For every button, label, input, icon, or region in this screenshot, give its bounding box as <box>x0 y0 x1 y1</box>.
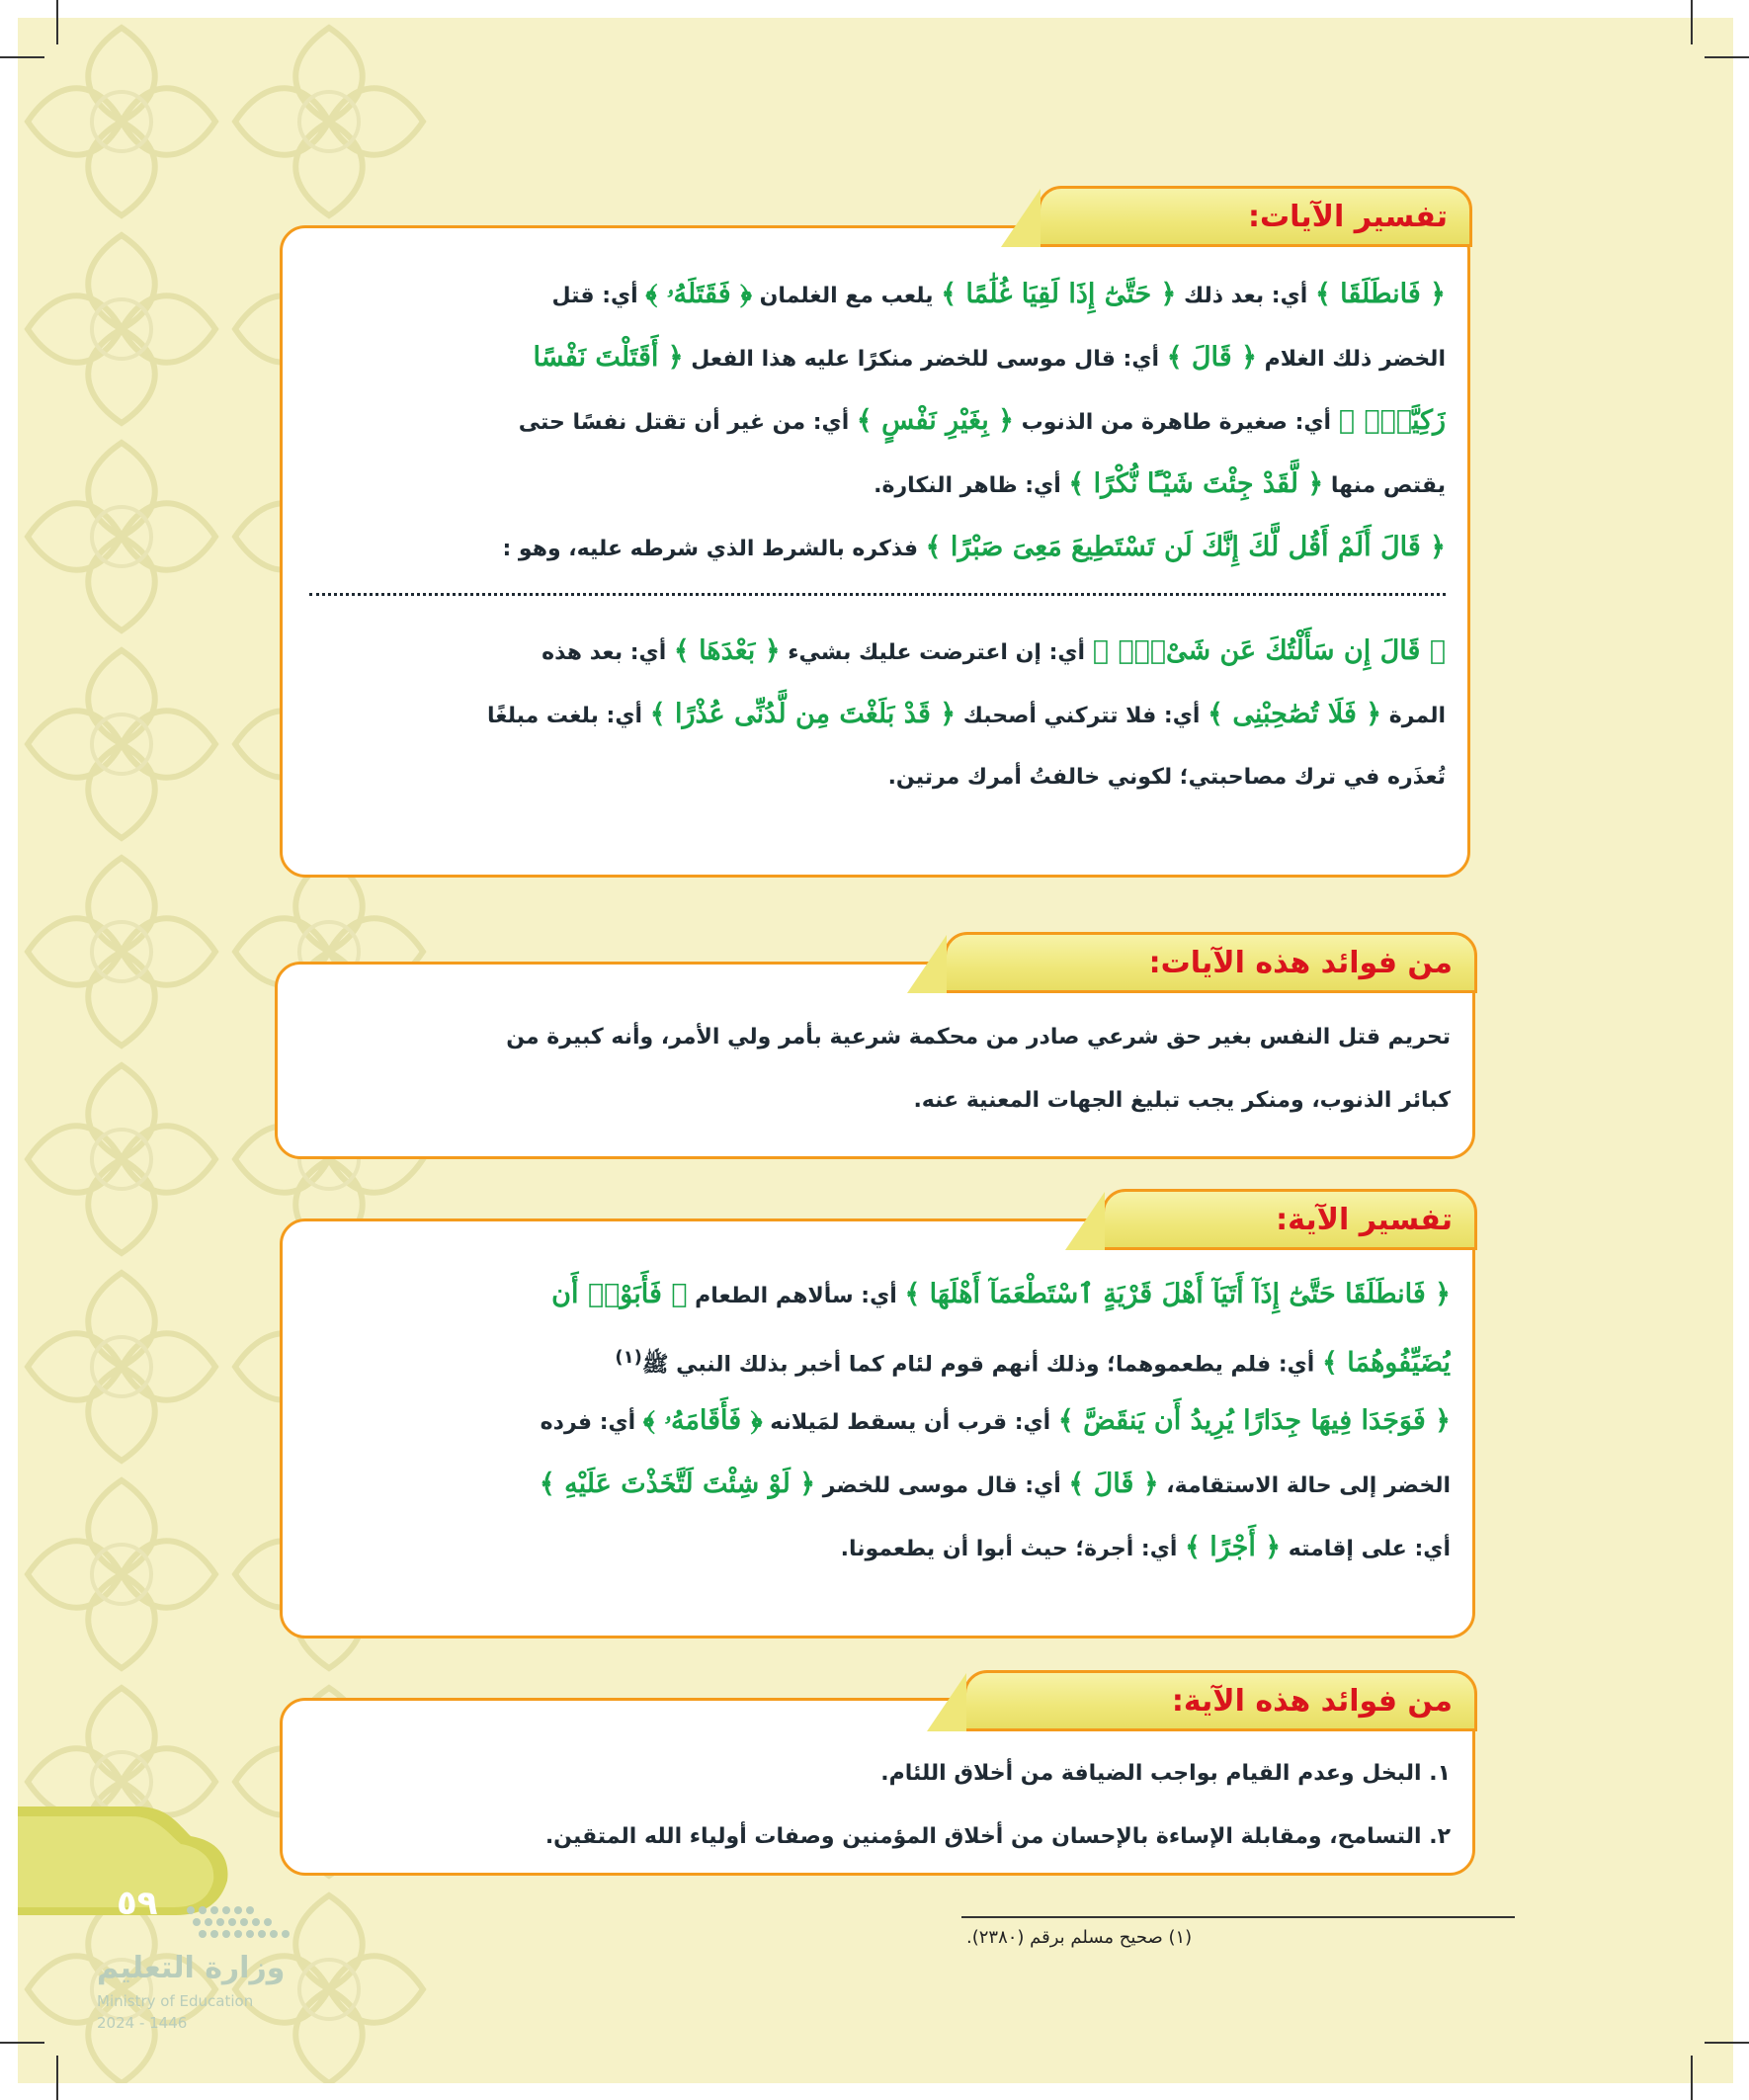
benefits-verses-content <box>304 1006 1451 1133</box>
section-title: من فوائد هذه الآيات: <box>1148 945 1453 980</box>
quran-verse: ﴿ لَوْ شِئْتَ لَتَّخَذْتَ عَلَيْهِ ﴾ <box>539 1469 816 1499</box>
tafsir-verse-tab <box>1102 1189 1477 1250</box>
explanation-text: ٢. التسامح، ومقابلة الإساءة بالإحسان من أخلاق المؤمنين وصفات أولياء الله المتقين. <box>544 1824 1451 1849</box>
tafsir-verses-tab <box>1038 186 1472 247</box>
explanation-text: كبائر الذنوب، ومنكر يجب تبليغ الجهات المعنية عنه. <box>913 1088 1451 1113</box>
explanation-text: أي: فلم يطعموهما؛ وذلك أنهم قوم لئام كما أخبر بذلك النبي ﷺ <box>641 1352 1323 1378</box>
explanation-text: أي: سألاهم الطعام <box>687 1284 905 1308</box>
quran-verse: ﴿ فَلَا تُصَٰحِبْنِى ﴾ <box>1208 699 1382 729</box>
text-line <box>309 620 1446 683</box>
text-line <box>309 1453 1451 1516</box>
text-line <box>304 1069 1451 1133</box>
quran-verse: ﴿ حَتَّىٰٓ إِذَا لَقِيَا غُلَٰمًا ﴾ <box>941 279 1177 309</box>
text-line <box>304 1006 1451 1069</box>
page <box>18 18 1733 2083</box>
text-line <box>309 1389 1451 1453</box>
text-line <box>309 1516 1451 1579</box>
footnote: (١) صحيح مسلم برقم (٢٣٨٠). <box>966 1927 1193 1948</box>
explanation-text: أي: قال موسى للخضر منكرًا عليه هذا الفعل <box>683 347 1167 372</box>
explanation-text: المرة <box>1381 704 1446 728</box>
explanation-text: الخضر ذلك الغلام <box>1256 347 1446 372</box>
benefits-verse-content <box>309 1742 1451 1869</box>
explanation-text: أي: بعد هذه <box>541 640 674 665</box>
explanation-text: تُعذَره في ترك مصاحبتي؛ لكوني خالفتُ أمرك مرتين. <box>887 765 1446 790</box>
text-line <box>309 453 1446 516</box>
explanation-text: فذكره بالشرط الذي شرطه عليه، وهو : <box>502 537 926 561</box>
section-title: تفسير الآيات: <box>1247 199 1448 234</box>
crop-mark <box>1705 56 1749 58</box>
quran-verse: ﴿ بَعْدَهَا ﴾ <box>673 635 781 666</box>
explanation-text: يقتص منها <box>1323 473 1446 498</box>
text-line <box>309 1806 1451 1869</box>
crop-mark <box>1691 0 1693 44</box>
explanation-text: أي: بلغت مبلغًا <box>487 704 650 728</box>
tafsir-verses-content <box>309 263 1446 809</box>
quran-verse: ﴿ فَانطَلَقَا ﴾ <box>1314 279 1446 309</box>
quran-verse: ﴿ لَّقَدْ جِئْتَ شَيْـًٔا نُّكْرًا ﴾ <box>1068 468 1324 499</box>
quran-verse: ﴿ قَالَ إِن سَأَلْتُكَ عَن شَىْءٍۭ ﴾ <box>1092 635 1446 666</box>
ministry-logo-icon <box>181 1900 319 1950</box>
explanation-text: أي: من غير أن تقتل نفسًا حتى <box>518 410 857 435</box>
quran-verse: ﴿ بِغَيْرِ نَفْسٍ ﴾ <box>856 405 1014 436</box>
quran-verse: ﴿ قَالَ ﴾ <box>1166 342 1257 373</box>
explanation-text: أي: صغيرة طاهرة من الذنوب <box>1013 410 1339 435</box>
footnote-ref: (١) <box>615 1347 642 1368</box>
explanation-text: أي: بعد ذلك <box>1176 284 1315 308</box>
text-line <box>309 1326 1451 1389</box>
text-line <box>309 746 1446 809</box>
explanation-text: أي: قتل <box>551 284 646 308</box>
tafsir-verse-content <box>309 1263 1451 1579</box>
quran-verse: زَكِيَّةًۢ ﴾ <box>1338 405 1446 436</box>
crop-mark <box>56 0 58 44</box>
quran-verse: ﴿ فَانطَلَقَا حَتَّىٰٓ إِذَآ أَتَيَآ أَهْلَ قَرْيَةٍ ٱسْتَطْعَمَآ أَهْلَهَا ﴾ <box>904 1279 1451 1309</box>
text-line <box>309 389 1446 453</box>
dotted-separator <box>309 593 1446 598</box>
explanation-text: تحريم قتل النفس بغير حق شرعي صادر من محكمة شرعية بأمر ولي الأمر، وأنه كبيرة من <box>506 1025 1451 1050</box>
footnote-divider <box>961 1916 1515 1918</box>
explanation-text: أي: ظاهر النكارة. <box>874 473 1069 498</box>
quran-verse: ﴿ قَالَ أَلَمْ أَقُل لَّكَ إِنَّكَ لَن تَسْتَطِيعَ مَعِىَ صَبْرًا ﴾ <box>925 532 1446 562</box>
quran-verse: يُضَيِّفُوهُمَا ﴾ <box>1322 1347 1451 1379</box>
explanation-text: أي: قرب أن يسقط لمَيلانه <box>762 1410 1058 1435</box>
benefits-verse-tab <box>963 1670 1477 1731</box>
explanation-text: أي: إن اعترضت عليك بشيء <box>780 640 1093 665</box>
crop-mark <box>0 2042 44 2044</box>
explanation-text: ١. البخل وعدم القيام بواجب الضيافة من أخلاق اللئام. <box>880 1761 1451 1786</box>
text-line <box>309 1263 1451 1326</box>
quran-verse: ﴿ قَالَ ﴾ <box>1068 1469 1159 1499</box>
section-title: من فوائد هذه الآية: <box>1171 1683 1453 1719</box>
explanation-text: أي: أجرة؛ حيث أبوا أن يطعمونا. <box>840 1537 1186 1561</box>
ministry-year: 2024 - 1446 <box>97 2014 188 2032</box>
text-line <box>309 683 1446 746</box>
explanation-text: أي: فلا تتركني أصحبك <box>956 704 1208 728</box>
crop-mark <box>0 56 44 58</box>
quran-verse: ﴿ فَقَتَلَهُۥ ﴾ <box>645 279 752 309</box>
explanation-text: أي: على إقامته <box>1281 1537 1451 1561</box>
crop-mark <box>1705 2042 1749 2044</box>
benefits-verses-tab <box>944 932 1477 993</box>
quran-verse: ﴿ فَأَبَوْا۟ أَن <box>551 1279 688 1309</box>
quran-verse: ﴿ فَأَقَامَهُۥ ﴾ <box>642 1405 763 1436</box>
explanation-text: أي: قال موسى للخضر <box>815 1473 1069 1498</box>
quran-verse: ﴿ قَدْ بَلَغْتَ مِن لَّدُنِّى عُذْرًا ﴾ <box>649 699 957 729</box>
text-line <box>309 1742 1451 1806</box>
crop-mark <box>1691 2056 1693 2100</box>
ministry-name-english: Ministry of Education <box>97 1992 254 2010</box>
text-line <box>309 516 1446 579</box>
explanation-text: أي: فرده <box>540 1410 643 1435</box>
text-line <box>309 263 1446 326</box>
explanation-text: الخضر إلى حالة الاستقامة، <box>1158 1473 1451 1498</box>
text-line <box>309 326 1446 389</box>
section-title: تفسير الآية: <box>1276 1202 1453 1237</box>
quran-verse: ﴿ فَوَجَدَا فِيهَا جِدَارًا يُرِيدُ أَن يَنقَضَّ ﴾ <box>1057 1405 1451 1436</box>
explanation-text: يلعب مع الغلمان <box>751 284 942 308</box>
quran-verse: ﴿ أَقَتَلْتَ نَفْسًا <box>533 342 684 373</box>
page-number: ٥٩ <box>117 1884 158 1923</box>
quran-verse: ﴿ أَجْرًا ﴾ <box>1185 1532 1282 1562</box>
crop-mark <box>56 2056 58 2100</box>
ministry-name-arabic: وزارة التعليم <box>97 1951 286 1985</box>
